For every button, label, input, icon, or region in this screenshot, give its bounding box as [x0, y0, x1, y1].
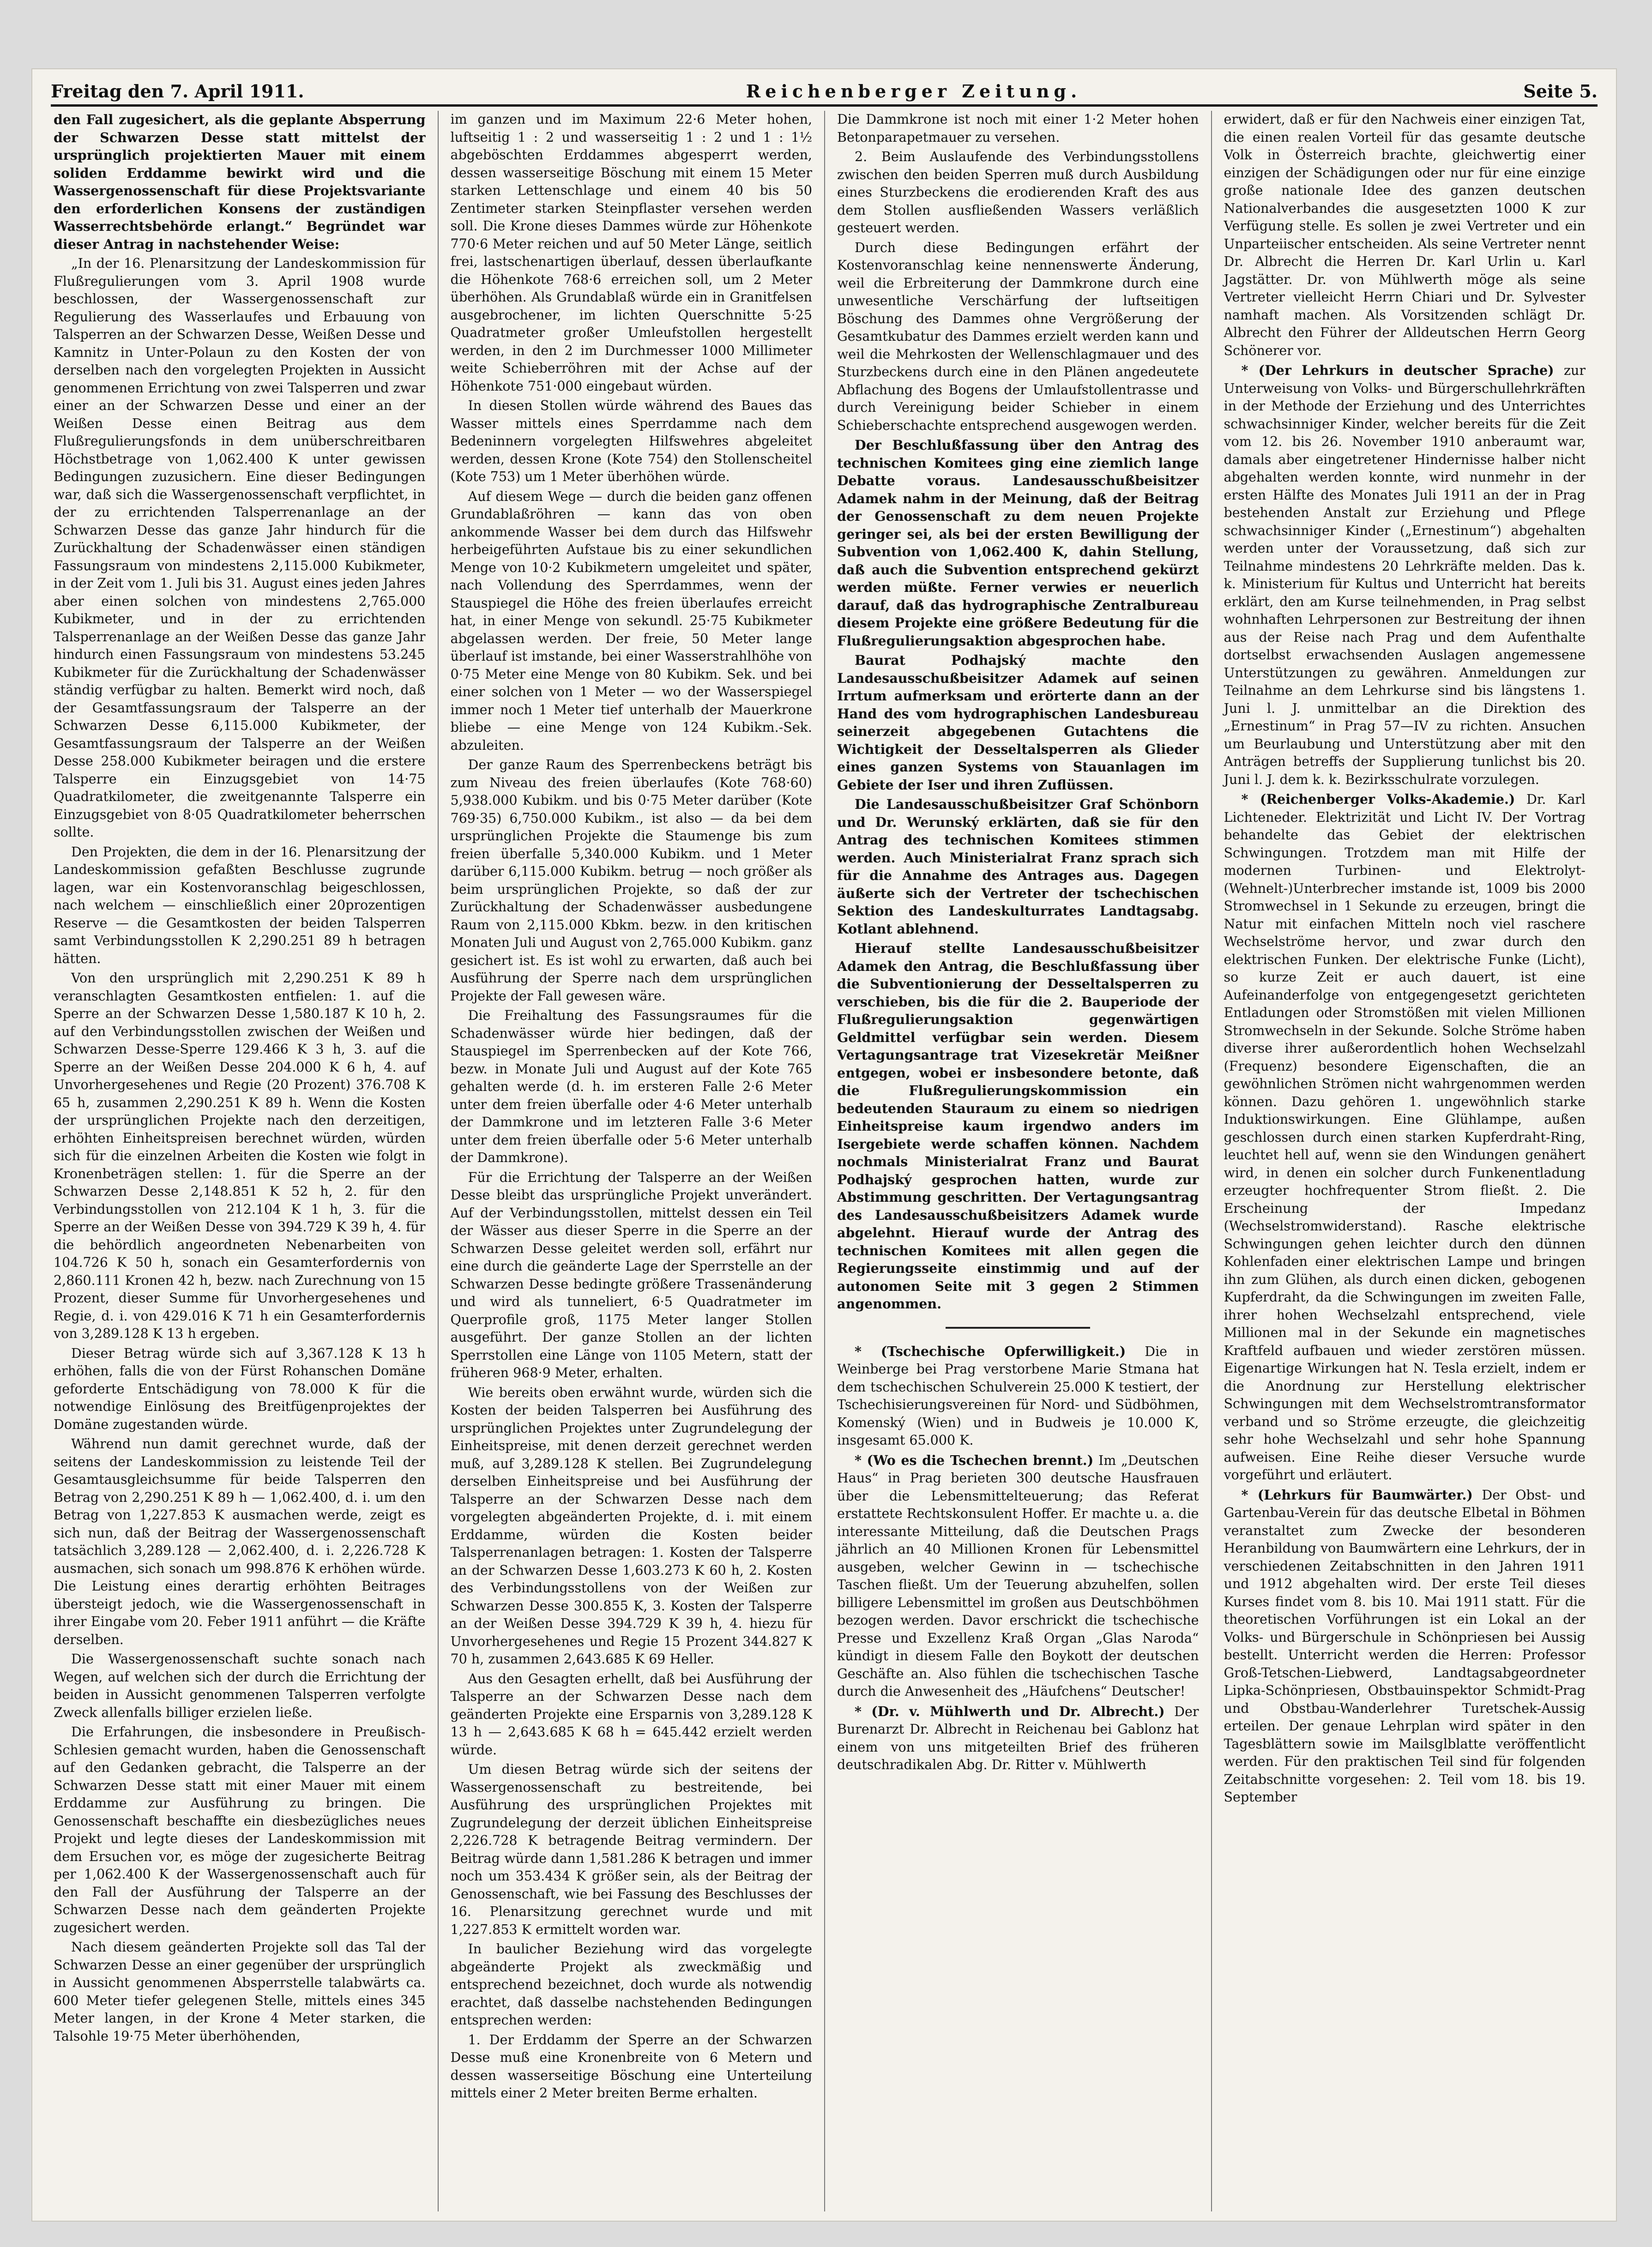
news-item-muehlwerth — [837, 1703, 1199, 1774]
column-1 — [51, 111, 438, 2211]
paragraph: Nach diesem geänderten Projekte soll das Tal der Schwarzen Desse an einer gegenüber der ursprünglich in Aussicht genommenen Absperrstelle talabwärts ca. 600 Meter tiefer gelegenen Stelle, mittels eines 345 Meter langen, in der Krone 4 Meter starken, die Talsohle 19·75 Meter überhöhenden, — [54, 1940, 426, 2044]
news-item-lehrkurs-sprache — [1224, 361, 1586, 789]
paragraph: Die Freihaltung des Fassungsraumes für die Schadenwässer würde hier bedingen, daß der Stauspiegel im Sperrenbecken auf der Kote 766, bezw. in Monate Juli und August auf der Kote 765 gehalten werde (d. h. im ersteren Falle 2·6 Meter unter dem freien überfalle oder 4·6 Meter unterhalb der Dammkrone und im letzteren Falle 3·6 Meter unter dem freien überfalle oder 5·6 Meter unterhalb der Dammkrone). — [450, 1008, 812, 1165]
paragraph: Die Erfahrungen, die insbesondere in Preußisch-Schlesien gemacht wurden, haben die Genossenschaft auf den Gedanken gebracht, die Talsperre an der Schwarzen Desse statt mit einer Mauer mit einem Erddamme zur Ausführung zu bringen. Die Genossenschaft beschaffte ein diesbezügliches neues Projekt und legte dieses der Landeskommission mit dem Ersuchen vor, es möge der zugesicherte Beitrag per 1,062.400 K der Wassergenossenschaft auch für den Fall der Ausführung der Talsperre an der Schwarzen Desse nach dem geänderten Projekte zugesichert werden. — [54, 1724, 426, 1935]
paragraph: Um diesen Betrag würde sich der seitens der Wassergenossenschaft zu bestreitende, bei Ausführung des ursprünglichen Projektes mit Zugrundelegung der derzeit üblichen Einheitspreise 2,226.728 K betragende Beitrag vermindern. Der Beitrag würde dann 1,581.286 K betragen und immer noch um 353.434 K größer sein, als der Beitrag der Genossenschaft, wie bei Fassung des Beschlusses der 16. Plenarsitzung gerechnet wurde und mit 1,227.853 K ermittelt worden war. — [450, 1762, 812, 1937]
paragraph: In diesen Stollen würde während des Baues das Wasser mittels eines Sperrdamme nach dem Bedeninnern vorgelegten Hilfswehres abgeleitet werden, dessen Krone (Kote 754) den Stollenscheitel (Kote 753) um 1 Meter überhöhen würde. — [450, 398, 812, 484]
paragraph: „In der 16. Plenarsitzung der Landeskommission für Flußregulierungen vom 3. April 1908 wurde beschlossen, der Wassergenossenschaft zur Regulierung des Wasserlaufes und Erbauung von Talsperren an der Schwarzen Desse, Weißen Desse und Kamnitz in Unter-Polaun zu den Kosten der von derselben nach den vorgelegten Projekten in Aussicht genommenen Errichtung von zwei Talsperren und zwar einer an der Schwarzen Desse und einer an der Weißen Desse einen Beitrag aus dem Flußregulierungsfonds in dem unüberschreitbaren Höchstbetrage von 1,062.400 K unter gewissen Bedingungen zuzusichern. Eine dieser Bedingungen war, daß sich die Wassergenossenschaft verpflichtet, in der zu errichtenden Talsperrenanlage an der Schwarzen Desse das ganze Jahr hindurch für die Zurückhaltung der Schadenwässer einen ständigen Fassungsraum von mindestens 2,115.000 Kubikmeter, in der Zeit vom 1. Juli bis 31. August eines jeden Jahres aber einen solchen von mindestens 2,765.000 Kubikmeter, und in der zu errichtenden Talsperrenanlage an der Weißen Desse das ganze Jahr hindurch einen Fassungsraum von mindestens 53.245 Kubikmeter für die Zurückhaltung der Schadenwässer ständig verfügbar zu halten. Bemerkt wird noch, daß der Gesamtfassungsraum der Talsperre an der Schwarzen Desse 6,115.000 Kubikmeter, der Gesamtfassungsraum der Talsperre an der Weißen Desse 258.000 Kubikmeter beiragen und die erstere Talsperre ein Einzugsgebiet von 14·75 Quadratkilometer, die zweitgenannte Talsperre ein Einzugsgebiet von 8·05 Quadratkilometer beherrschen sollte. — [54, 256, 426, 840]
paragraph: Wie bereits oben erwähnt wurde, würden sich die Kosten der beiden Talsperren bei Ausführung des ursprünglichen Projektes unter Zugrundelegung der Einheitspreise, mit denen derzeit gerechnet werden muß, auf 3,289.128 K stellen. Bei Zugrundelegung derselben Einheitspreise und bei Ausführung der Talsperre an der Schwarzen Desse nach dem vorgelegten abgeänderten Projekte, d. i. mit einem Erddamme, würden die Kosten beider Talsperrenanlagen betragen: 1. Kosten der Talsperre an der Schwarzen Desse 1,603.273 K 60 h, 2. Kosten des Verbindungsstollens von der Weißen zur Schwarzen Desse 300.855 K, 3. Kosten der Talsperre an der Weißen Desse 394.729 K 39 h, 4. hiezu für Unvorhergesehenes und Regie 15 Prozent 344.827 K 70 h, zusammen 2,643.685 K 69 Heller. — [450, 1385, 812, 1667]
paragraph: Aus den Gesagten erhellt, daß bei Ausführung der Talsperre an der Schwarzen Desse nach dem geänderten Projekte eine Ersparnis von 3,289.128 K 13 h — 2,643.685 K 68 h = 645.442 erzielt werden würde. — [450, 1671, 812, 1758]
paragraph: Der Beschlußfassung über den Antrag des technischen Komitees ging eine ziemlich lange Debatte voraus. Landesausschußbeisitzer Adamek nahm in der Meinung, daß der Beitrag der Genossenschaft zu dem neuen Projekte geringer sei, als bei der ersten Bewilligung der Subvention von 1,062.400 K, dahin Stellung, daß auch die Subvention entsprechend gekürzt werden müßte. Ferner verwies er neuerlich darauf, daß das hydrographische Zentralbureau diesem Projekte eine größere Bedeutung für die Flußregulierungsaktion abgesprochen habe. — [837, 437, 1199, 649]
newspaper-page — [32, 69, 1616, 2221]
news-item-body: zur Unterweisung von Volks- und Bürgerschullehrkräften in der Methode der Erziehung und des Unterrichtes schwachsinniger Kinder, welcher bereits für die Zeit vom 12. bis 26. November 1910 anberaumt war, damals aber eingetretener Hindernisse halber nicht abgehalten werden konnte, wird nunmehr in der ersten Hälfte des Monates Juli 1911 an der in Prag bestehenden Anstalt zur Erziehung und Pflege schwachsinniger Kinder („Ernestinum“) abgehalten werden unter der Voraussetzung, daß sich zur Teilnahme mindestens 20 Lehrkräfte melden. Das k. k. Ministerium für Kultus und Unterricht hat bereits erklärt, den am Kurse teilnehmenden, in Prag selbst wohnhaften Lehrpersonen zur Bestreitung der ihnen aus der Reise nach Prag und dem Aufenthalte dortselbst erwachsenden Auslagen angemessene Unterstützungen zu gewähren. Anmeldungen zur Teilnahme an dem Lehrkurse sind bis längstens 1. Juni l. J. unmittelbar an die Direktion des „Ernestinum“ in Prag 57—IV zu richten. Ansuchen um Beurlaubung und Unterstützung aber mit den Anträgen betreffs der Supplierung tunlichst bis 20. Juni l. J. dem k. k. Bezirksschulrate vorzulegen. — [1224, 363, 1586, 787]
news-item-baumwaerter — [1224, 1486, 1586, 1807]
paragraph: im ganzen und im Maximum 22·6 Meter hohen, luftseitig 1 : 2 und wasserseitig 1 : 2 und 1 : 1½ abgeböschten Erddammes abgesperrt werden, dessen wasserseitige Böschung mit einem 15 Meter starken Lettenschlage und einem 40 bis 50 Zentimeter starken Steinpflaster versehen werden soll. Die Krone dieses Dammes würde zur Höhenkote 770·6 Meter reichen und auf 50 Meter Länge, seitlich frei, lastschenartigen überlauf, dessen überlaufkante die Höhenkote 768·6 erreichen soll, um 2 Meter überhöhen. Als Grundablaß würde ein in Granitfelsen ausgebrochener, im lichten Querschnitte 5·25 Quadratmeter großer Umleufstollen hergestellt werden, in den 2 im Durchmesser 1000 Millimeter weite Schieberröhren mit der Achse auf der Höhenkote 751·000 eingebaut würden. — [450, 112, 812, 394]
news-item-body: Der Burenarzt Dr. Albrecht in Reichenau bei Gablonz hat einem von uns mitgeteilten Brief des früheren deutschradikalen Abg. Dr. Ritter v. Mühlwerth — [837, 1704, 1199, 1772]
article-columns — [51, 111, 1598, 2211]
page-header — [51, 69, 1598, 107]
news-item-title: * (Dr. v. Mühlwerth und Dr. Albrecht.) — [855, 1703, 1165, 1719]
news-item-volksakademie — [1224, 790, 1586, 1484]
paragraph: Für die Errichtung der Talsperre an der Weißen Desse bleibt das ursprüngliche Projekt unverändert. Auf der Verbindungsstollen, mittelst dessen ein Teil der Wässer aus dieser Sperre in die Sperre an der Schwarzen Desse geleitet werden soll, erfährt nur eine durch die geänderte Lage der Sperrstelle an der Schwarzen Desse bedingte größere Trassenänderung und wird als tunneliert, 6·5 Quadratmeter im Querprofile groß, 1175 Meter langer Stollen ausgeführt. Der ganze Stollen an der lichten Sperrstollen eine Länge von 1105 Metern, statt der früheren 968·9 Meter, erhalten. — [450, 1169, 812, 1380]
paragraph: 2. Beim Auslaufende des Verbindungsstollens zwischen den beiden Sperren muß durch Ausbildung eines Sturzbeckens die erodierenden Kraft des aus dem Stollen ausfließenden Wassers verläßlich gesteuert werden. — [837, 149, 1199, 235]
paragraph: den Fall zugesichert, als die geplante Absperrung der Schwarzen Desse statt mittelst der ursprünglich projektierten Mauer mit einem soliden Erddamme bewirkt wird und die Wassergenossenschaft für diese Projektsvariante den erforderlichen Konsens der zuständigen Wasserrechtsbehörde erlangt.“ Begründet war dieser Antrag in nachstehender Weise: — [54, 112, 426, 252]
news-item-body: Der Obst- und Gartenbau-Verein für das deutsche Elbetal in Böhmen veranstaltet zum Zwecke der besonderen Heranbildung von Baumwärtern eine Lehrkurs, der in verschiedenen Zeitabschnitten in den Jahren 1911 und 1912 abgehalten wird. Der erste Teil dieses Kurses findet vom 8. bis 10. Mai 1911 statt. Für die theoretischen Vorführungen ist ein Lokal an der Volks- und Bürgerschule in Schönpriesen bei Aussig bestellt. Unterricht werden die Herren: Professor Groß-Tetschen-Liebwerd, Landtagsabgeordneter Lipka-Schönpriesen, Obstbauinspektor Schmidt-Prag und Obstbau-Wanderlehrer Turetschek-Aussig erteilen. Der genaue Lehrplan wird später in den Tagesblättern sowie im Mailsglblatte veröffentlicht werden. Für den praktischen Teil sind für folgenden Zeitabschnitte vorgesehen: 2. Teil vom 18. bis 19. September — [1224, 1487, 1586, 1805]
paragraph: Der ganze Raum des Sperrenbeckens beträgt bis zum Niveau des freien überlaufes (Kote 768·60) 5,938.000 Kubikm. und bis 0·75 Meter darüber (Kote 769·35) 6,750.000 Kubikm., ist also — da bei dem ursprünglichen Projekte die Staumenge bis zum freien überfalle 5,340.000 Kubikm. und 1 Meter darüber 6,115.000 Kubikm. betrug — noch größer als beim ursprünglichen Projekte, so daß der zur Zurückhaltung der Schadenwässer ausbedungene Raum von 2,115.000 Kbkm. bezw. in den kritischen Monaten Juli und August von 2,765.000 Kubikm. ganz gesichert ist. Es ist wohl zu erwarten, daß auch bei Ausführung der Sperre nach dem ursprünglichen Projekte der Fall gewesen wäre. — [450, 757, 812, 1004]
paragraph: Die Wassergenossenschaft suchte sonach nach Wegen, auf welchen sich der durch die Errichtung der beiden in Aussicht genommenen Talsperren verfolgte Zweck allenfalls billiger erzielen ließe. — [54, 1651, 426, 1720]
paragraph: 1. Der Erddamm der Sperre an der Schwarzen Desse muß eine Kronenbreite von 6 Metern und dessen wasserseitige Böschung eine Unterteilung mittels einer 2 Meter breiten Berme erhalten. — [450, 2032, 812, 2101]
news-item-tschechen — [837, 1452, 1199, 1701]
news-item-title: * (Lehrkurs für Baumwärter.) — [1241, 1487, 1473, 1503]
news-item-body: Dr. Karl Lichteneder. Elektrizität und Licht IV. Der Vortrag behandelte das Gebiet der elektrischen Schwingungen. Trotzdem man mit Hilfe der modernen Turbinen- und Elektrolyt-(Wehnelt-)Unterbrecher imstande ist, 1009 bis 2000 Stromwechsel in 1 Sekunde zu erzeugen, bringt die Natur mit einfachen Mitteln noch viel raschere Wechselströme hervor, und zwar durch den elektrischen Funken. Der elektrische Funke (Licht), so kurze Zeit er auch dauert, ist eine Aufeinanderfolge von entgegengesetzt gerichteten Entladungen oder Stromstößen mit vielen Millionen Stromwechseln in der Sekunde. Solche Ströme haben diverse ihrer außerordentlich hohen Wechselzahl (Frequenz) besondere Eigenschaften, die an gewöhnlichen Strömen nicht wahrgenommen werden können. Dazu gehören 1. ungewöhnlich starke Induktionswirkungen. Eine Glühlampe, außen geschlossen durch einen starken Kupferdraht-Ring, leuchtet hell auf, wenn sie den Windungen genähert wird, in denen ein solcher durch Funkenentladung erzeugter hochfrequenter Strom fließt. 2. Die Erscheinung der Impedanz (Wechselstromwiderstand). Rasche elektrische Schwingungen gehen leichter durch den dünnen Kohlenfaden einer elektrischen Lampe und bringen ihn zum Glühen, als durch einen dicken, gebogenen Kupferdraht, da die Schwingungen im zweiten Falle, ihrer hohen Wechselzahl entsprechend, viele Millionen mal in der Sekunde ein magnetisches Kraftfeld aufbauen und wieder zerstören müssen. Eigenartige Wirkungen hat N. Tesla erzielt, indem er die Anordnung zur Herstellung elektrischer Schwingungen mit dem Wechselstromtransformator verband und so Ströme erzeugte, die gleichzeitig sehr hohe Wechselzahl und sehr hohe Spannung aufweisen. Eine Reihe dieser Versuche wurde vorgeführt und erläutert. — [1224, 792, 1586, 1482]
paragraph: Durch diese Bedingungen erfährt der Kostenvoranschlag keine nennenswerte Änderung, weil die Erbreiterung der Dammkrone durch eine unwesentliche Verschärfung der luftseitigen Böschung des Dammes ohne Vergrößerung der Gesamtkubatur des Dammes erzielt werden kann und weil die Mehrkosten der Wellenschlagmauer und des Sturzbeckens durch eine in den Plänen angedeutete Abflachung des Bogens der Umlaufstollentrasse und durch Vereinigung beider Schieber in einem Schieberschachte entsprechend ausgewogen werden. — [837, 240, 1199, 433]
news-item-title: * (Tschechische Opferwilligkeit.) — [855, 1343, 1126, 1359]
news-item-title: * (Reichenberger Volks-Akademie.) — [1241, 791, 1515, 807]
paragraph: In baulicher Beziehung wird das vorgelegte abgeänderte Projekt als zweckmäßig und entsprechend bezeichnet, doch wurde als notwendig erachtet, daß dasselbe nachstehenden Bedingungen entsprechen werden: — [450, 1941, 812, 2028]
paragraph: Den Projekten, die dem in der 16. Plenarsitzung der Landeskommission gefaßten Beschlusse zugrunde lagen, war ein Kostenvoranschlag beigeschlossen, nach welchem — einschließlich einer 20prozentigen Reserve — die Gesamtkosten der beiden Talsperren samt Verbindungsstollen K 2,290.251 89 h betragen hätten. — [54, 844, 426, 966]
paragraph: Hierauf stellte Landesausschußbeisitzer Adamek den Antrag, die Beschlußfassung über die Subventionierung der Desseltalsperren zu verschieben, bis die für die 2. Bauperiode der Flußregulierungsaktion gegenwärtigen Geldmittel verfügbar sein werden. Diesem Vertagungsantrage trat Vizesekretär Meißner entgegen, wobei er insbesondere betonte, daß die Flußregulierungskommission ein bedeutenden Stauraum zu einem so niedrigen Einheitspreise kaum irgendwo anders im Isergebiete werde schaffen können. Nachdem nochmals Ministerialrat Franz und Baurat Podhajský gesprochen hatten, wurde zur Abstimmung geschritten. Der Vertagungsantrag des Landesausschußbeisitzers Adamek wurde abgelehnt. Hierauf wurde der Antrag des technischen Komitees mit allen gegen die Regierungsseite einstimmig und auf der autonomen Seite mit 3 gegen 2 Stimmen angenommen. — [837, 940, 1199, 1312]
column-3 — [824, 111, 1211, 2211]
paragraph: erwidert, daß er für den Nachweis einer einzigen Tat, die einen realen Vorteil für das gesamte deutsche Volk in Österreich brachte, gleichwertig einer einzigen der Schädigungen oder nur für eine einzige große nationale Idee des ganzen deutschen Nationalverbandes die ausgesetzten 1000 K zur Verfügung stelle. Es sollen je zwei Vertreter und ein Unparteiischer entscheiden. Als seine Vertreter nennt Dr. Albrecht die Herren Dr. Karl Urlin u. Karl Jagstätter. Dr. von Mühlwerth möge als seine Vertreter vielleicht Herrn Chiari und Dr. Sylvester namhaft machen. Als Vorsitzenden schlägt Dr. Albrecht den Führer der Alldeutschen Herrn Georg Schönerer vor. — [1224, 112, 1586, 358]
paragraph: Von den ursprünglich mit 2,290.251 K 89 h veranschlagten Gesamtkosten entfielen: 1. auf die Sperre an der Schwarzen Desse 1,580.187 K 10 h, 2. auf den Verbindungsstollen zwischen der Weißen und Schwarzen Desse-Sperre 129.466 K 3 h, 3. auf die Sperre an der Weißen Desse 204.000 K 6 h, 4. auf Unvorhergesehenes und Regie (20 Prozent) 376.708 K 65 h, zusammen 2,290.251 K 89 h. Wenn die Kosten der ursprünglichen Projekte nach den derzeitigen, erhöhten Einheitspreisen berechnet würden, würden sich für die einzelnen Arbeiten die Kosten wie folgt in Kronenbeträgen stellen: 1. für die Sperre an der Schwarzen Desse 2,148.851 K 52 h, 2. für den Verbindungsstollen von 212.104 K 1 h, 3. für die Sperre an der Weißen Desse von 394.729 K 39 h, 4. für die behördlich angeordneten Nebenarbeiten von 104.726 K 50 h, sonach ein Gesamterfordernis von 2,860.111 Kronen 42 h, bezw. nach Zurechnung von 15 Prozent, dieser Summe für Unvorhergesehenes und Regie, d. i. von 429.016 K 71 h ein Gesamterfordernis von 3,289.128 K 13 h ergeben. — [54, 970, 426, 1341]
header-title: Reichenberger Zeitung. — [746, 81, 1082, 102]
news-item-body: Im „Deutschen Haus“ in Prag berieten 300 deutsche Hausfrauen über die Lebensmittelteuerung; das Referat erstattete Rechtskonsulent Hoffer. Er machte u. a. die interessante Mitteilung, daß die Deutschen Prags jährlich an 40 Millionen Kronen für Lebensmittel ausgeben, welcher Gewinn in — tschechische Taschen fließt. Um der Teuerung abzuhelfen, sollen billigere Lebensmittel im großen aus Deutschböhmen bezogen werden. Davor erschrickt die tschechische Presse und Exzellenz Kraß Organ „Glas Naroda“ kündigt in diesem Falle den Boykott der deutschen Geschäfte an. Also fühlen die tschechischen Tasche durch die Anwesenheit des „Häufchens“ Deutscher! — [837, 1452, 1199, 1699]
header-date: Freitag den 7. April 1911. — [51, 81, 304, 102]
paragraph: Baurat Podhajský machte den Landesausschußbeisitzer Adamek auf seinen Irrtum aufmerksam und erörterte dann an der Hand des vom hydrographischen Landesbureau seinerzeit abgegebenen Gutachtens die Wichtigkeit der Desseltalsperren als Glieder eines ganzen Systems von Stauanlagen im Gebiete der Iser und ihren Zuflüssen. — [837, 652, 1199, 793]
paragraph: Die Dammkrone ist noch mit einer 1·2 Meter hohen Betonparapetmauer zu versehen. — [837, 112, 1199, 145]
news-item-title: * (Wo es die Tschechen brennt.) — [855, 1452, 1094, 1468]
header-page-number: Seite 5. — [1523, 81, 1598, 102]
paragraph: Während nun damit gerechnet wurde, daß der seitens der Landeskommission zu leistende Teil der Gesamtausgleichsumme für beide Talsperren den Betrag von 2,290.251 K 89 h — 1,062.400, d. i. um den Betrag von 1,227.853 K ausmachen werde, zeigt es sich nun, daß der Beitrag der Wassergenossenschaft tatsächlich 3,289.128 — 2,062.400, d. i. 2,226.728 K ausmachen, sich sonach um 998.876 K erhöhen würde. Die Leistung eines derartig erhöhten Beitrages übersteigt jedoch, wie die Wassergenossenschaft in ihrer Eingabe vom 20. Feber 1911 anführt — die Kräfte derselben. — [54, 1436, 426, 1647]
section-divider — [946, 1327, 1090, 1329]
paragraph: Auf diesem Wege — durch die beiden ganz offenen Grundablaßröhren — kann das von oben ankommende Wasser bei dem durch das Hilfswehr herbeigeführten Aufstaue bis zu einer sekundlichen Menge von 10·2 Kubikmetern umgeleitet und später, nach Vollendung des Sperrdammes, wenn der Stauspiegel die Höhe des freien überlaufes erreicht hat, in einer Menge von sekundl. 25·75 Kubikmeter abgelassen werden. Der freie, 50 Meter lange überlauf ist imstande, bei einer Wasserstrahlhöhe von 0·75 Meter eine Menge von 80 Kubikm. Sek. und bei einer solchen von 1 Meter — wo der Wasserspiegel immer noch 1 Meter tief unterhalb der Mauerkrone bliebe — eine Menge von 124 Kubikm.-Sek. abzuleiten. — [450, 488, 812, 753]
column-4 — [1211, 111, 1598, 2211]
news-item-body: Die in Weinberge bei Prag verstorbene Marie Stmana hat dem tschechischen Schulverein 25.000 K testiert, der Tschechisierungsvereinen für Nord- und Südböhmen, Komenský (Wien) und in Budweis je 10.000 K, insgesamt 65.000 K. — [837, 1343, 1199, 1448]
column-2 — [438, 111, 825, 2211]
news-item-opferwilligkeit — [837, 1343, 1199, 1450]
paragraph: Dieser Betrag würde sich auf 3,367.128 K 13 h erhöhen, falls die von der Fürst Rohanschen Domäne geforderte Entschädigung von 78.000 K für die notwendige Einlösung des Breitfügenprojektes der Domäne zugestanden würde. — [54, 1345, 426, 1432]
paragraph: Die Landesausschußbeisitzer Graf Schönborn und Dr. Werunský erklärten, daß sie für den Antrag des technischen Komitees stimmen werden. Auch Ministerialrat Franz sprach sich für die Annahme des Antrages aus. Dagegen äußerte sich der Vertreter der tschechischen Sektion des Landeskulturrates Landtagsabg. Kotlant ablehnend. — [837, 796, 1199, 937]
news-item-title: * (Der Lehrkurs in deutscher Sprache) — [1241, 362, 1554, 378]
